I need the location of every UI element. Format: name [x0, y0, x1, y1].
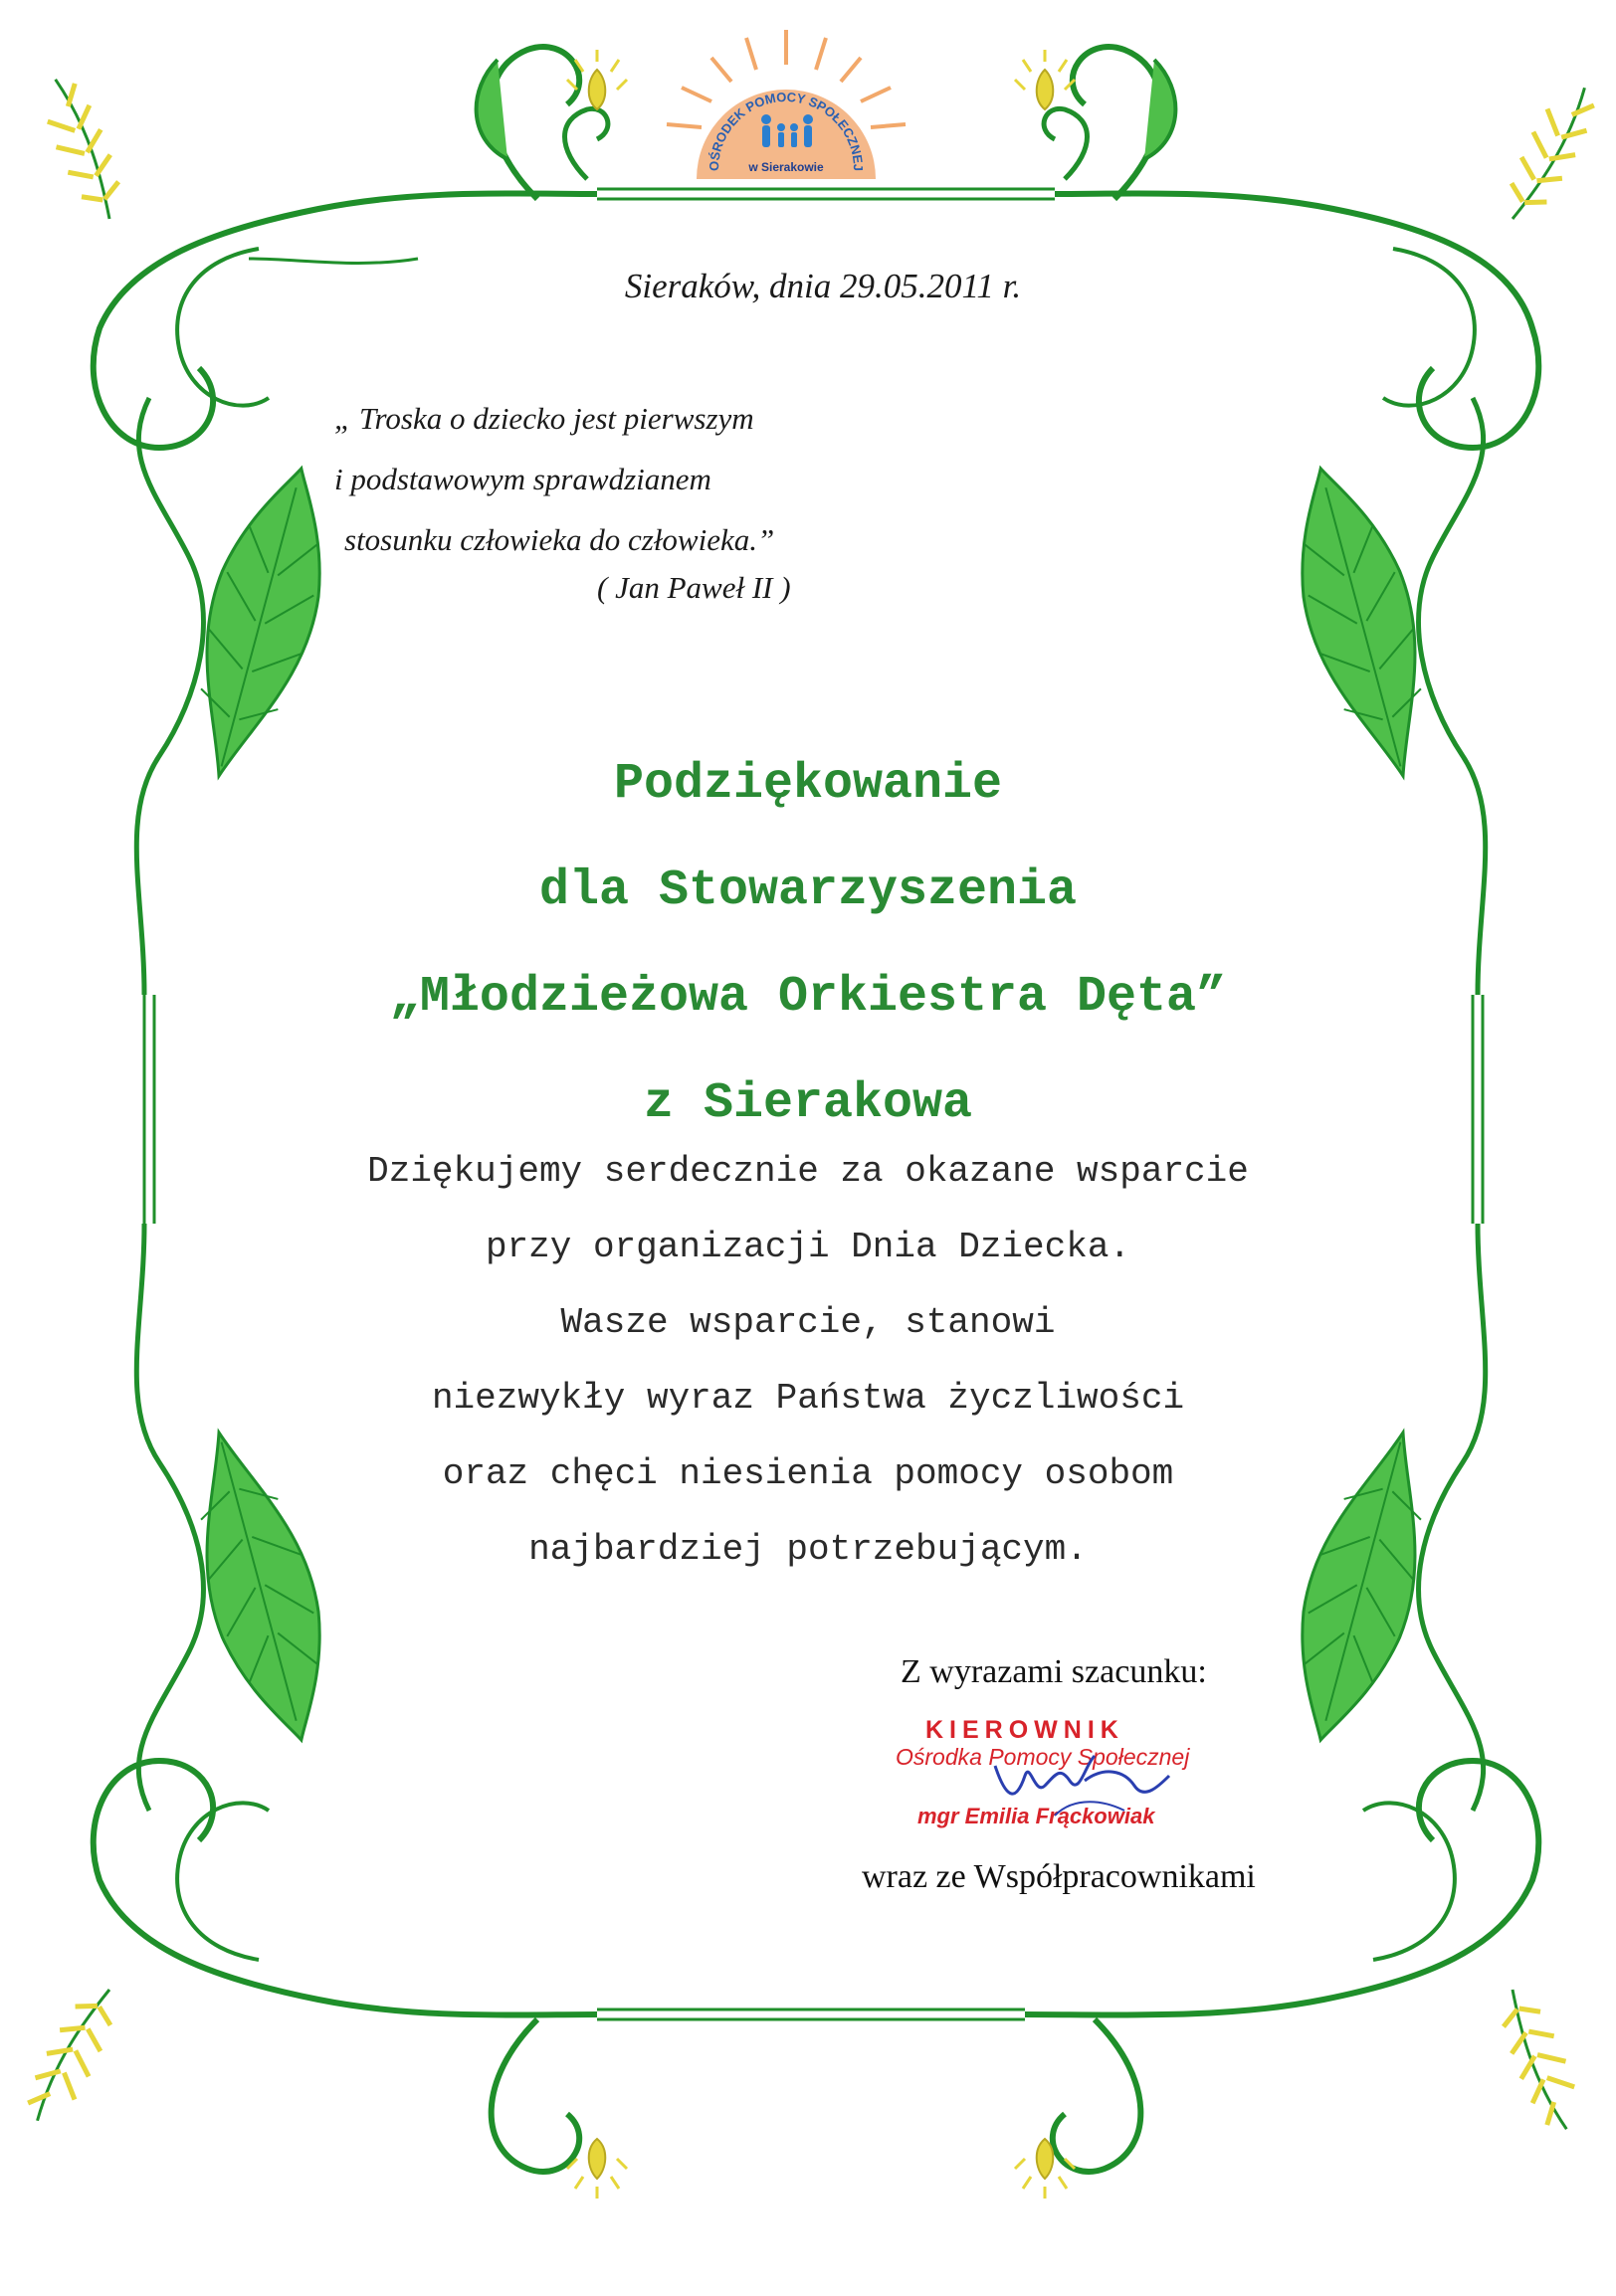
quote-line: i podstawowym sprawdzianem — [334, 462, 711, 496]
heading-line: dla Stowarzyszenia — [538, 862, 1078, 919]
quote-line: stosunku człowieka do człowieka.” — [344, 522, 775, 557]
heading-line: „Młodzieżowa Orkiestra Dęta” — [389, 969, 1227, 1026]
body-line: oraz chęci niesienia pomocy osobom — [442, 1453, 1174, 1494]
body-line: najbardziej potrzebującym. — [528, 1529, 1088, 1570]
body-line: przy organizacji Dnia Dziecka. — [485, 1227, 1131, 1267]
quote-line: „ Troska o dziecko jest pierwszym — [334, 401, 754, 436]
certificate-heading — [0, 731, 1616, 1157]
handwritten-signature — [975, 1726, 1194, 1835]
stamp-title: KIEROWNIK — [925, 1716, 1124, 1744]
body-line: Wasze wsparcie, stanowi — [560, 1302, 1056, 1343]
stamp-name: mgr Emilia Frąckowiak — [917, 1804, 1155, 1828]
stamp-organization: Ośrodka Pomocy Społecznej — [896, 1744, 1190, 1770]
body-text — [0, 1134, 1616, 1588]
body-line: Dziękujemy serdecznie za okazane wsparcie — [367, 1151, 1249, 1192]
closing-line: Z wyrazami szacunku: — [901, 1653, 1207, 1690]
heading-line: Podziękowanie — [613, 756, 1003, 813]
body-line: niezwykły wyraz Państwa życzliwości — [431, 1378, 1185, 1419]
logo-arc-text: OŚRODEK POMOCY SPOŁECZNEJ — [706, 89, 867, 172]
quote-author: ( Jan Paweł II ) — [597, 570, 791, 605]
coworkers-line: wraz ze Współpracownikami — [862, 1858, 1256, 1895]
heading-line: z Sierakowa — [643, 1075, 973, 1132]
quote-block — [334, 388, 775, 570]
organization-logo — [657, 20, 915, 189]
logo-location-text: w Sierakowie — [748, 160, 824, 174]
date-line: Sieraków, dnia 29.05.2011 r. — [624, 267, 1022, 305]
